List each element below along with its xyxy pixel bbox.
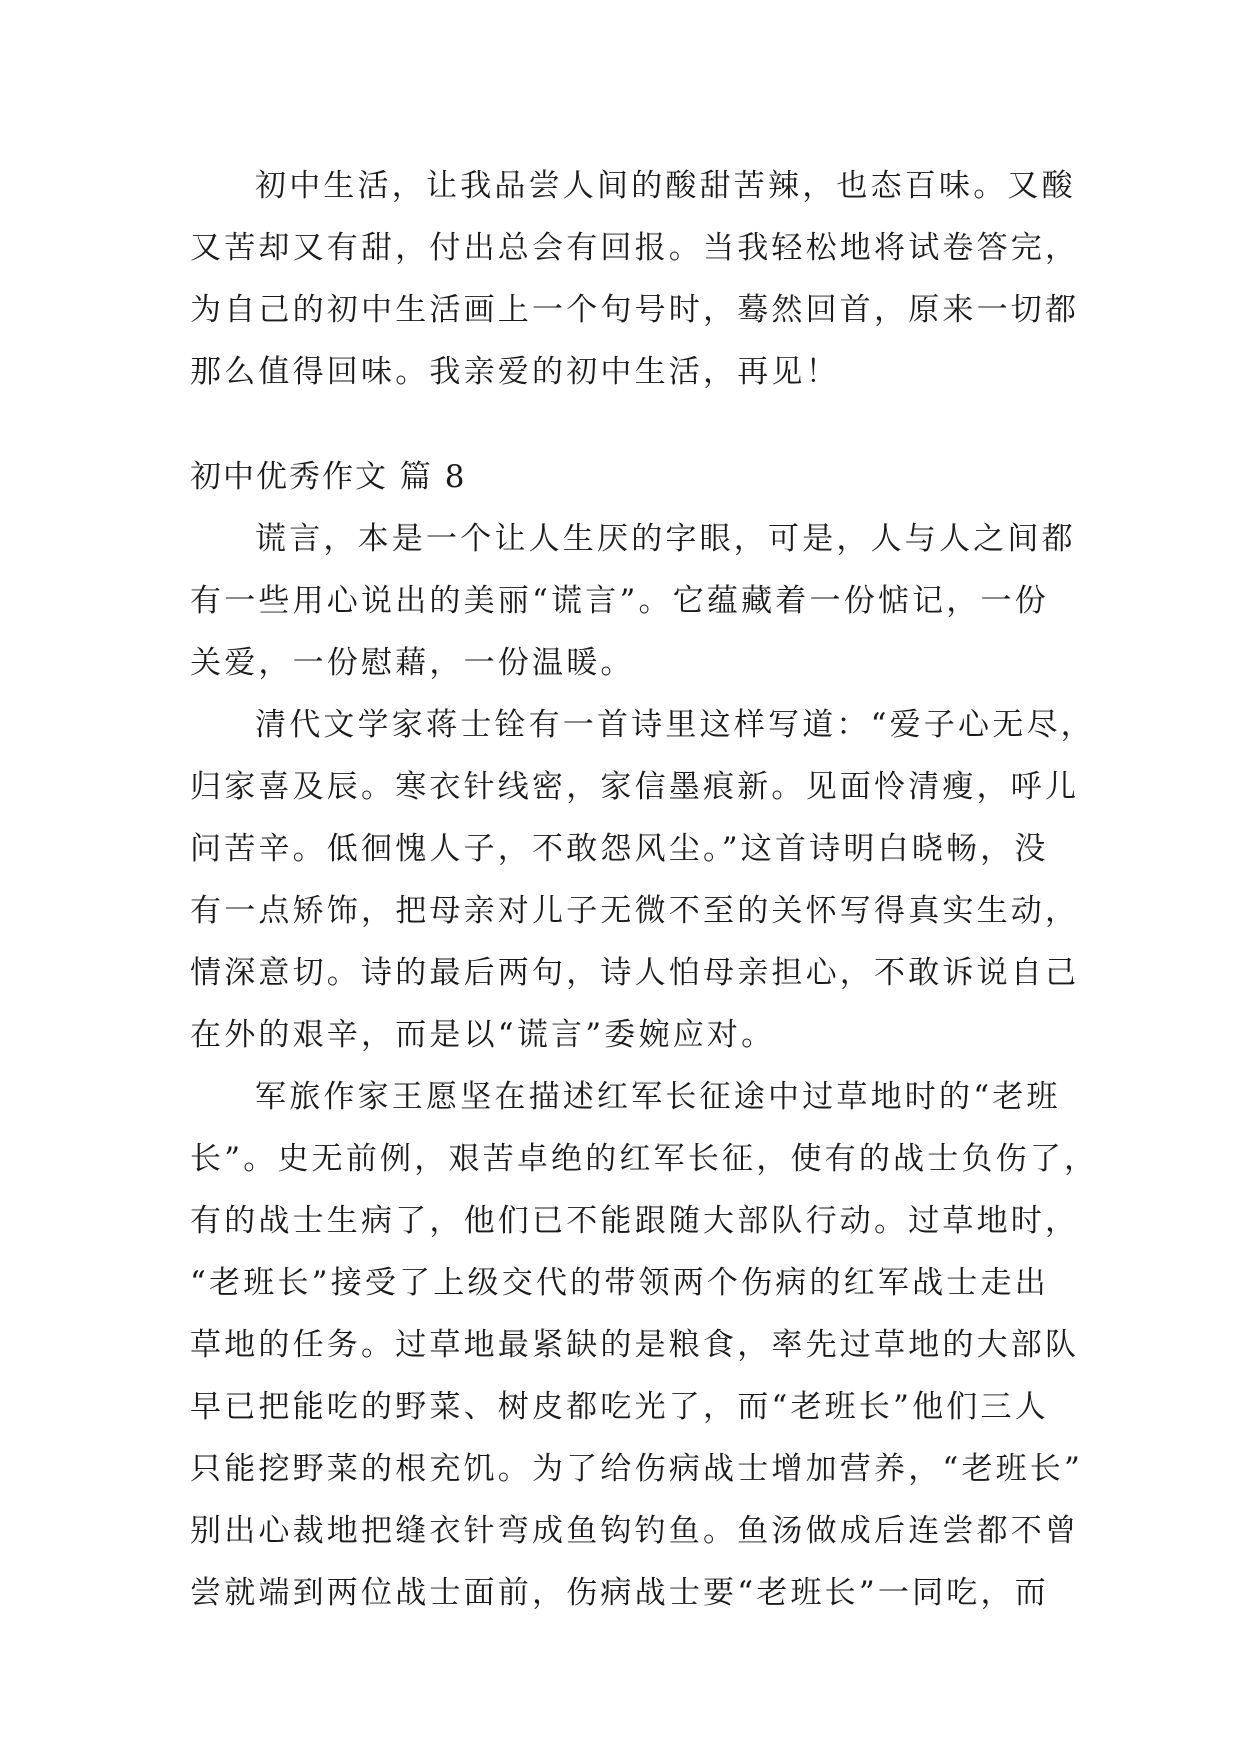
paragraph-4-line-6: 早已把能吃的野菜、树皮都吃光了，而“老班长”他们三人 [190,1389,1049,1425]
paragraph-4-line-4: “老班长”接受了上级交代的带领两个伤病的红军战士走出 [190,1265,1049,1301]
paragraph-3-line-6: 在外的艰辛，而是以“谎言”委婉应对。 [190,1017,776,1053]
paragraph-3-line-3: 问苦辛。低徊愧人子，不敢怨风尘。”这首诗明白晓畅，没 [190,831,1049,867]
paragraph-2-line-1: 谎言，本是一个让人生厌的字眼，可是，人与人之间都 [255,521,1076,557]
paragraph-4-line-3: 有的战士生病了，他们已不能跟随大部队行动。过草地时， [190,1203,1080,1239]
paragraph-3-line-2: 归家喜及辰。寒衣针线密，家信墨痕新。见面怜清瘦，呼儿 [190,769,1080,805]
paragraph-4-line-1: 军旅作家王愿坚在描述红军长征途中过草地时的“老班 [255,1079,1061,1115]
paragraph-3-line-5: 情深意切。诗的最后两句，诗人怕母亲担心，不敢诉说自己 [190,955,1080,991]
paragraph-4-line-7: 只能挖野菜的根充饥。为了给伤病战士增加营养，“老班长” [190,1451,1084,1487]
paragraph-3-line-4: 有一点矫饰，把母亲对儿子无微不至的关怀写得真实生动， [190,893,1080,929]
paragraph-1-line-1: 初中生活，让我品尝人间的酸甜苦辣，也态百味。又酸 [255,168,1076,204]
paragraph-1-line-3: 为自己的初中生活画上一个句号时，蓦然回首，原来一切都 [190,292,1080,328]
paragraph-3-line-1: 清代文学家蒋士铨有一首诗里这样写道：“爱子心无尽， [255,707,1095,743]
paragraph-4-line-9: 尝就端到两位战士面前，伤病战士要“老班长”一同吃，而 [190,1575,1049,1611]
paragraph-1-line-2: 又苦却又有甜，付出总会有回报。当我轻松地将试卷答完， [190,230,1080,266]
paragraph-4-line-2: 长”。史无前例，艰苦卓绝的红军长征，使有的战士负伤了， [190,1141,1099,1177]
paragraph-4-line-5: 草地的任务。过草地最紧缺的是粮食，率先过草地的大部队 [190,1327,1080,1363]
paragraph-4-line-8: 别出心裁地把缝衣针弯成鱼钩钓鱼。鱼汤做成后连尝都不曾 [190,1513,1080,1549]
section-heading: 初中优秀作文 篇 8 [190,459,467,495]
paragraph-1-line-4: 那么值得回味。我亲爱的初中生活，再见！ [190,354,840,390]
paragraph-2-line-2: 有一些用心说出的美丽“谎言”。它蕴藏着一份惦记，一份 [190,583,1049,619]
paragraph-2-line-3: 关爱，一份慰藉，一份温暖。 [190,645,635,681]
